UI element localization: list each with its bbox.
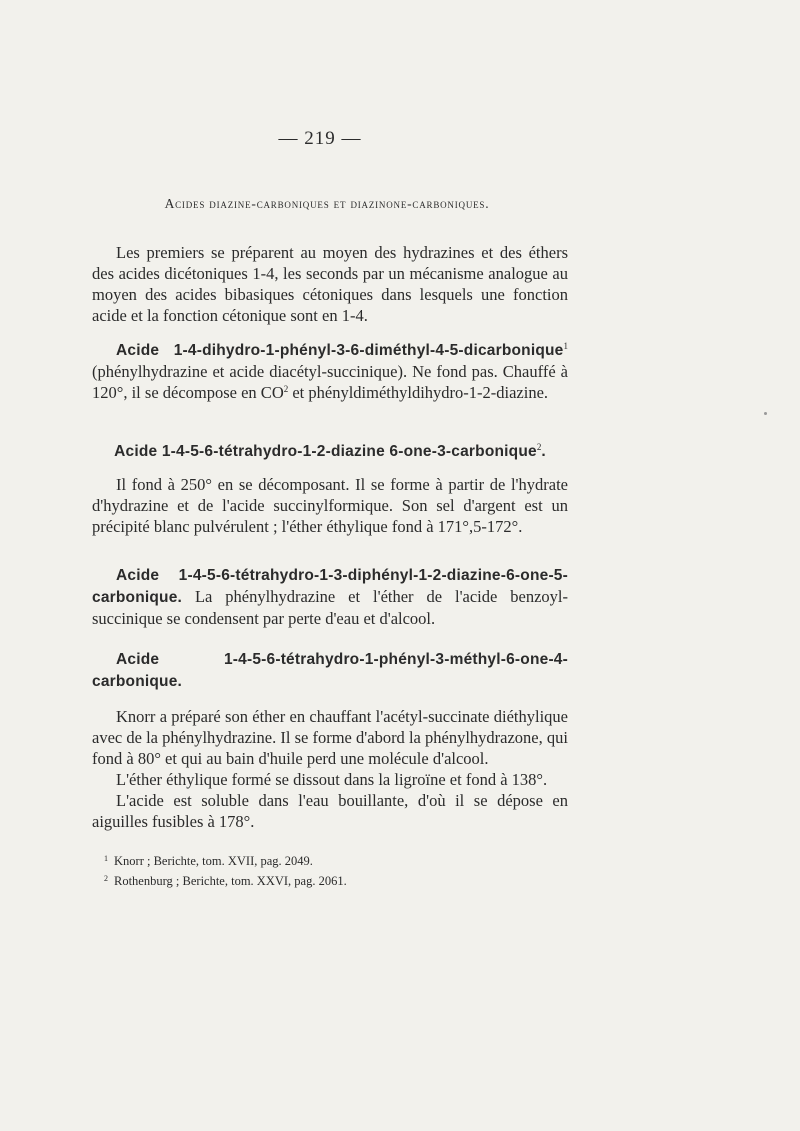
intro-paragraph	[92, 242, 568, 326]
entry-3-text: La phénylhydrazine et l'éther de l'acide benzoyl-succinique se condensent par perte d'eau et d'alcool.	[92, 587, 568, 628]
entry-2-text: Il fond à 250° en se décomposant. Il se forme à partir de l'hydrate d'hydrazine et de l'acide succinylformique. Son sel d'argent est un précipité blanc pulvérulent ; l'éther éthylique fond à 171°,5-172°.	[92, 475, 568, 536]
entry-4-paragraph-1: Knorr a préparé son éther en chauffant l'acétyl-succinate diéthylique avec de la phénylhydrazine. Il se forme d'abord la phénylhydrazone, qui fond à 80° et qui au bain d'huile perd une molécule d'alcool.	[92, 707, 568, 768]
entry-4-paragraph-3: L'acide est soluble dans l'eau bouillante, d'où il se dépose en aiguilles fusibles à 178°.	[92, 791, 568, 831]
scan-speck	[764, 412, 767, 415]
entry-3-heading: Acide 1-4-5-6-tétrahydro-1-3-diphényl-1-2-diazine-6-one-5-carbonique.	[92, 567, 568, 606]
entry-2: Acide 1-4-5-6-tétrahydro-1-2-diazine 6-one-3-carbonique$^2$. Il fond à 250° en se décomposant. Il se forme à partir de l'hydrate d'hydrazine et de l'acide succinylformique. Son sel d'argent est un précipité blanc pulvérulent ; l'éther éthylique fond à 171°,5-172°.	[92, 442, 568, 536]
entry-2-heading: Acide 1-4-5-6-tétrahydro-1-2-diazine 6-one-3-carbonique	[114, 443, 537, 460]
entry-4-heading: Acide 1-4-5-6-tétrahydro-1-phényl-3-méthyl-6-one-4-carbonique.	[92, 651, 568, 690]
entry-3	[92, 564, 568, 629]
entry-1	[92, 339, 568, 403]
footnote-1: $^1$ Knorr ; Berichte, tom. XVII, pag. 2049.	[104, 854, 313, 868]
entry-4-paragraph-2: L'éther éthylique formé se dissout dans la ligroïne et fond à 138°.	[116, 770, 548, 789]
entry-1-text-a: (phénylhydrazine et acide diacétyl-succinique). Ne fond pas. Chauffé à 120°, il se décompose en CO	[92, 362, 568, 402]
intro-text: Les premiers se préparent au moyen des hydrazines et des éthers des acides dicétoniques 1-4, les seconds par un mécanisme analogue au moyen des acides bibasiques cétoniques dans lesquels une fonction acide et la fonction cétonique sont en 1-4.	[92, 243, 568, 325]
page-number: — 219 —	[278, 128, 362, 149]
entry-4	[92, 648, 568, 832]
subscript-2: 2	[283, 384, 289, 394]
entry-1-text-b: et phényldiméthyldihydro-1-2-diazine.	[288, 383, 549, 402]
section-title: Acides diazine-carboniques et diazinone-carboniques.	[164, 196, 490, 211]
footnotes	[104, 850, 504, 890]
footnote-2: $^2$ Rothenburg ; Berichte, tom. XXVI, pag. 2061.	[104, 874, 347, 888]
footnote-ref-1: 1	[563, 341, 568, 351]
footnote-ref-2: 2	[536, 442, 542, 452]
entry-1-heading: Acide 1-4-dihydro-1-phényl-3-6-diméthyl-4-5-dicarbonique	[116, 342, 564, 359]
